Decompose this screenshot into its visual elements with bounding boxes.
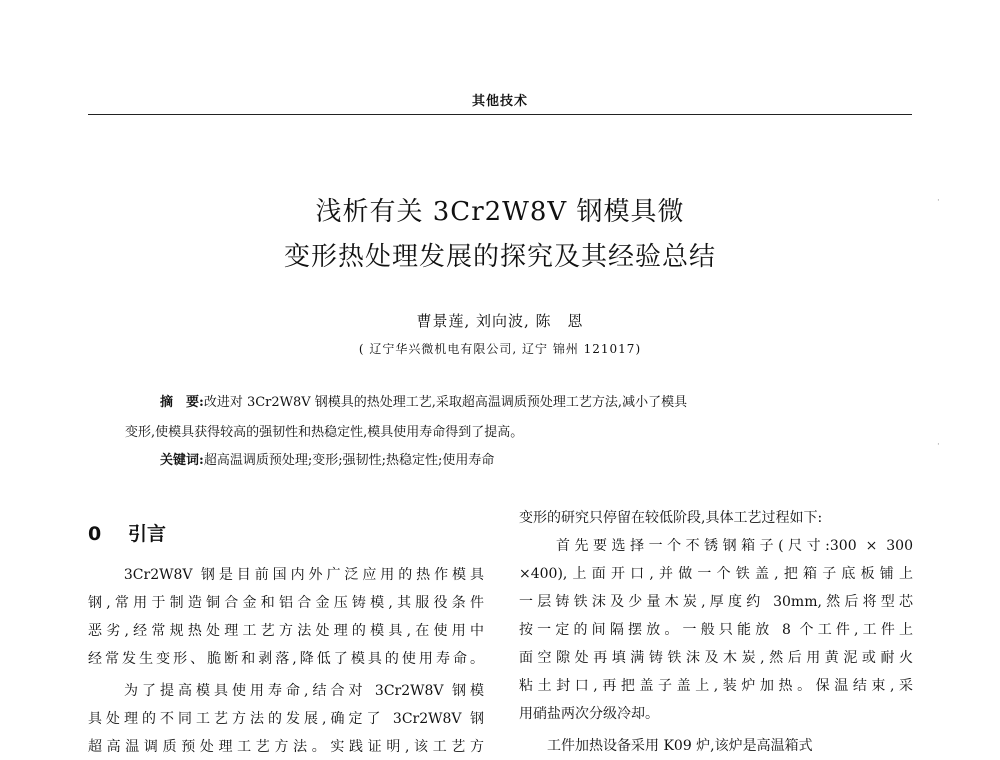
header-rule [88,114,912,115]
right-column-line: 粘土封口,再把盖子盖上,装炉加热。保温结束,采 [519,678,913,694]
affiliation: ( 辽宁华兴微机电有限公司, 辽宁 锦州 121017) [358,342,642,356]
abstract-line-1 [160,393,687,413]
section-number: 0 [88,523,102,545]
abstract-line-2: 变形,使模具获得较高的强韧性和热稳定性,模具使用寿命得到了提高。 [125,425,524,440]
abstract-text-1: 改进对 3Cr2W8V 钢模具的热处理工艺,采取超高温调质预处理工艺方法,减小了模具 [203,395,688,410]
right-column-line: ×400),上面开口,并做一个铁盖,把箱子底板铺上 [519,566,913,582]
left-column-line: 为了提高模具使用寿命,结合对 3Cr2W8V 钢模 [88,683,484,699]
article-title-line-1: 浅析有关 3Cr2W8V 钢模具微 [315,197,685,227]
keywords-line [160,451,494,471]
left-column-line: 钢,常用于制造铜合金和铝合金压铸模,其服役条件 [88,595,484,611]
left-column-line: 经常发生变形、脆断和剥落,降低了模具的使用寿命。 [88,651,484,667]
scan-mark: · [937,196,940,206]
right-column-line: 工件加热设备采用 K09 炉,该炉是高温箱式 [519,738,813,754]
right-column-line: 用硝盐两次分级冷却。 [519,706,659,722]
article-title-line-2: 变形热处理发展的探究及其经验总结 [283,242,716,272]
right-column-line: 面空隙处再填满铸铁沫及木炭,然后用黄泥或耐火 [519,650,913,666]
right-column-line: 一层铸铁沫及少量木炭,厚度约 30mm,然后将型芯 [519,594,913,610]
right-column-line: 按一定的间隔摆放。一般只能放 8 个工件,工件上 [519,622,913,638]
left-column-line: 具处理的不同工艺方法的发展,确定了 3Cr2W8V 钢 [88,711,484,727]
authors: 曹景莲, 刘向波, 陈 恩 [416,312,584,330]
running-header: 其他技术 [471,94,528,109]
left-column-line: 超高温调质预处理工艺方法。实践证明,该工艺方 [88,739,484,755]
right-column-line: 变形的研究只停留在较低阶段,具体工艺过程如下: [519,510,823,526]
section-title: 引言 [128,523,167,545]
left-column-line: 恶劣,经常规热处理工艺方法处理的模具,在使用中 [88,623,484,639]
keywords-text: 超高温调质预处理;变形;强韧性;热稳定性;使用寿命 [203,453,495,468]
scan-mark: · [937,440,940,450]
keywords-label: 关键词: [160,453,204,468]
section-heading [88,519,166,546]
abstract-label: 摘 要: [160,395,204,410]
left-column-line: 3Cr2W8V 钢是目前国内外广泛应用的热作模具 [88,567,484,583]
right-column-line: 首先要选择一个不锈钢箱子(尺寸:300 × 300 [519,538,913,554]
